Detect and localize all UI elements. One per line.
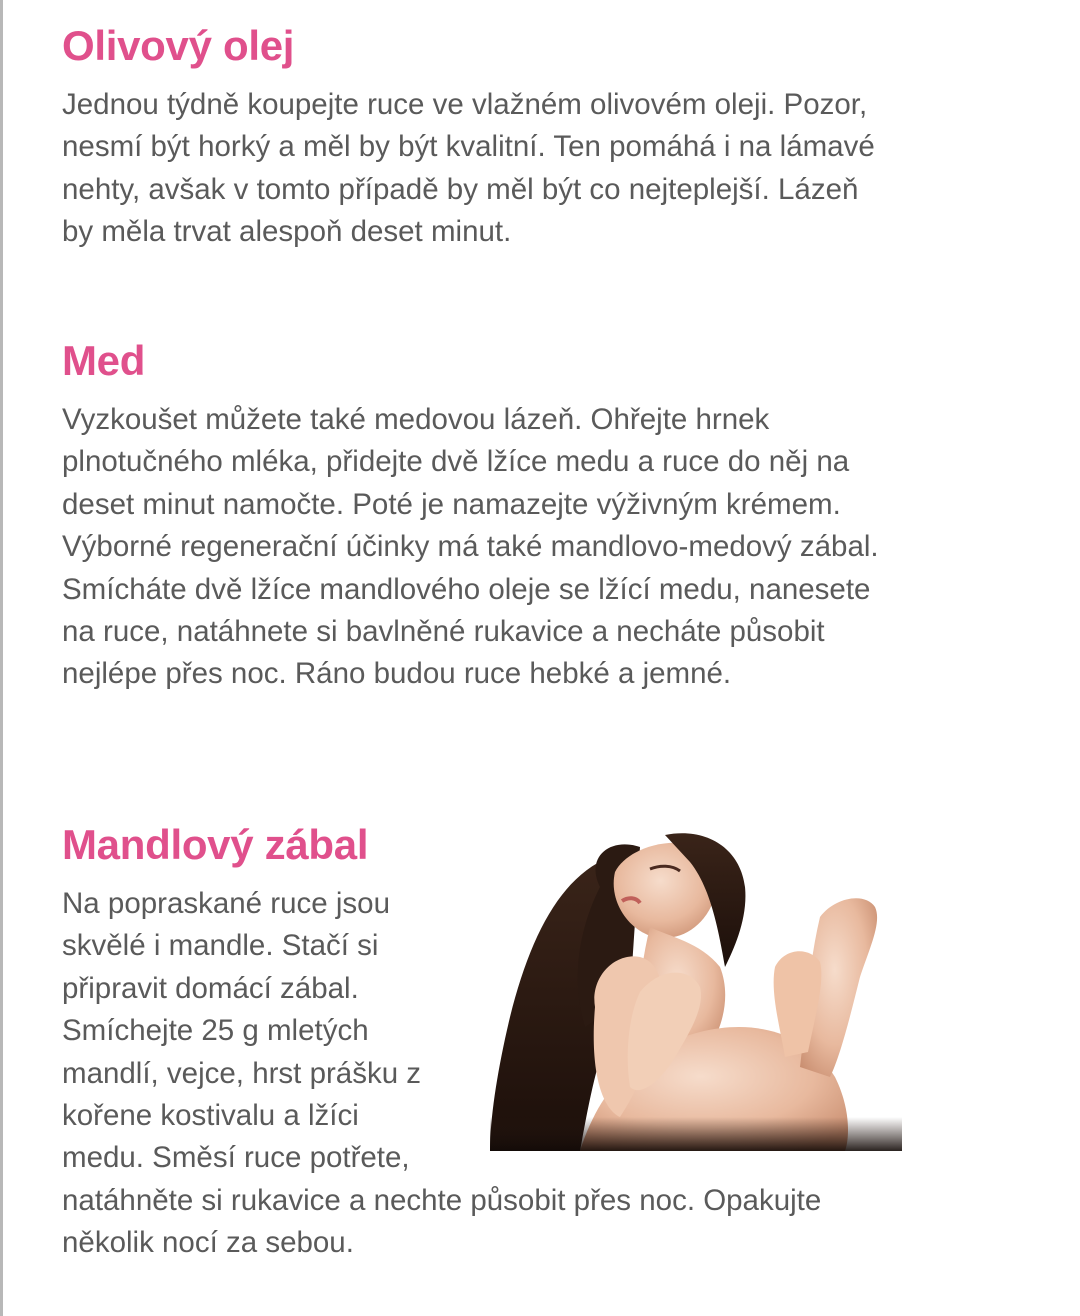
section-almond-wrap (62, 819, 902, 1265)
section-paragraph: Jednou týdně koupejte ruce ve vlažném olivovém oleji. Pozor, nesmí být horký a měl by být kvalitní. Ten pomáhá i na lámavé nehty, avšak v tomto případě by měl být co nejteplejší. Lázeň by měla trvat alespoň deset minut. (62, 88, 875, 249)
section-olive-oil (62, 20, 892, 254)
section-paragraph: Na popraskané ruce jsou skvělé i mandle. Stačí si připravit domácí zábal. Smíchejte 25 g mletých mandlí, vejce, hrst prášku z kořene kostivalu a lžíci medu. Směsí ruce potřete, natáhněte si rukavice a nechte působit přes noc. Opakujte několik nocí za sebou. (62, 887, 822, 1260)
woman-photo (490, 817, 902, 1151)
section-paragraph: Vyzkoušet můžete také medovou lázeň. Ohřejte hrnek plnotučného mléka, přidejte dvě lžíce medu a ruce do něj na deset minut namočte. Poté je namazejte výživným krémem. Výborné regenerační účinky má také mandlovo-medový zábal. Smícháte dvě lžíce mandlového oleje se lžící medu, nanesete na ruce, natáhnete si bavlněné rukavice a necháte působit nejlépe přes noc. Ráno budou ruce hebké a jemné. (62, 403, 879, 691)
left-border (0, 0, 3, 1316)
section-honey (62, 335, 892, 696)
section-heading: Olivový olej (62, 22, 295, 69)
section-heading: Med (62, 337, 146, 384)
section-heading: Mandlový zábal (62, 821, 369, 868)
